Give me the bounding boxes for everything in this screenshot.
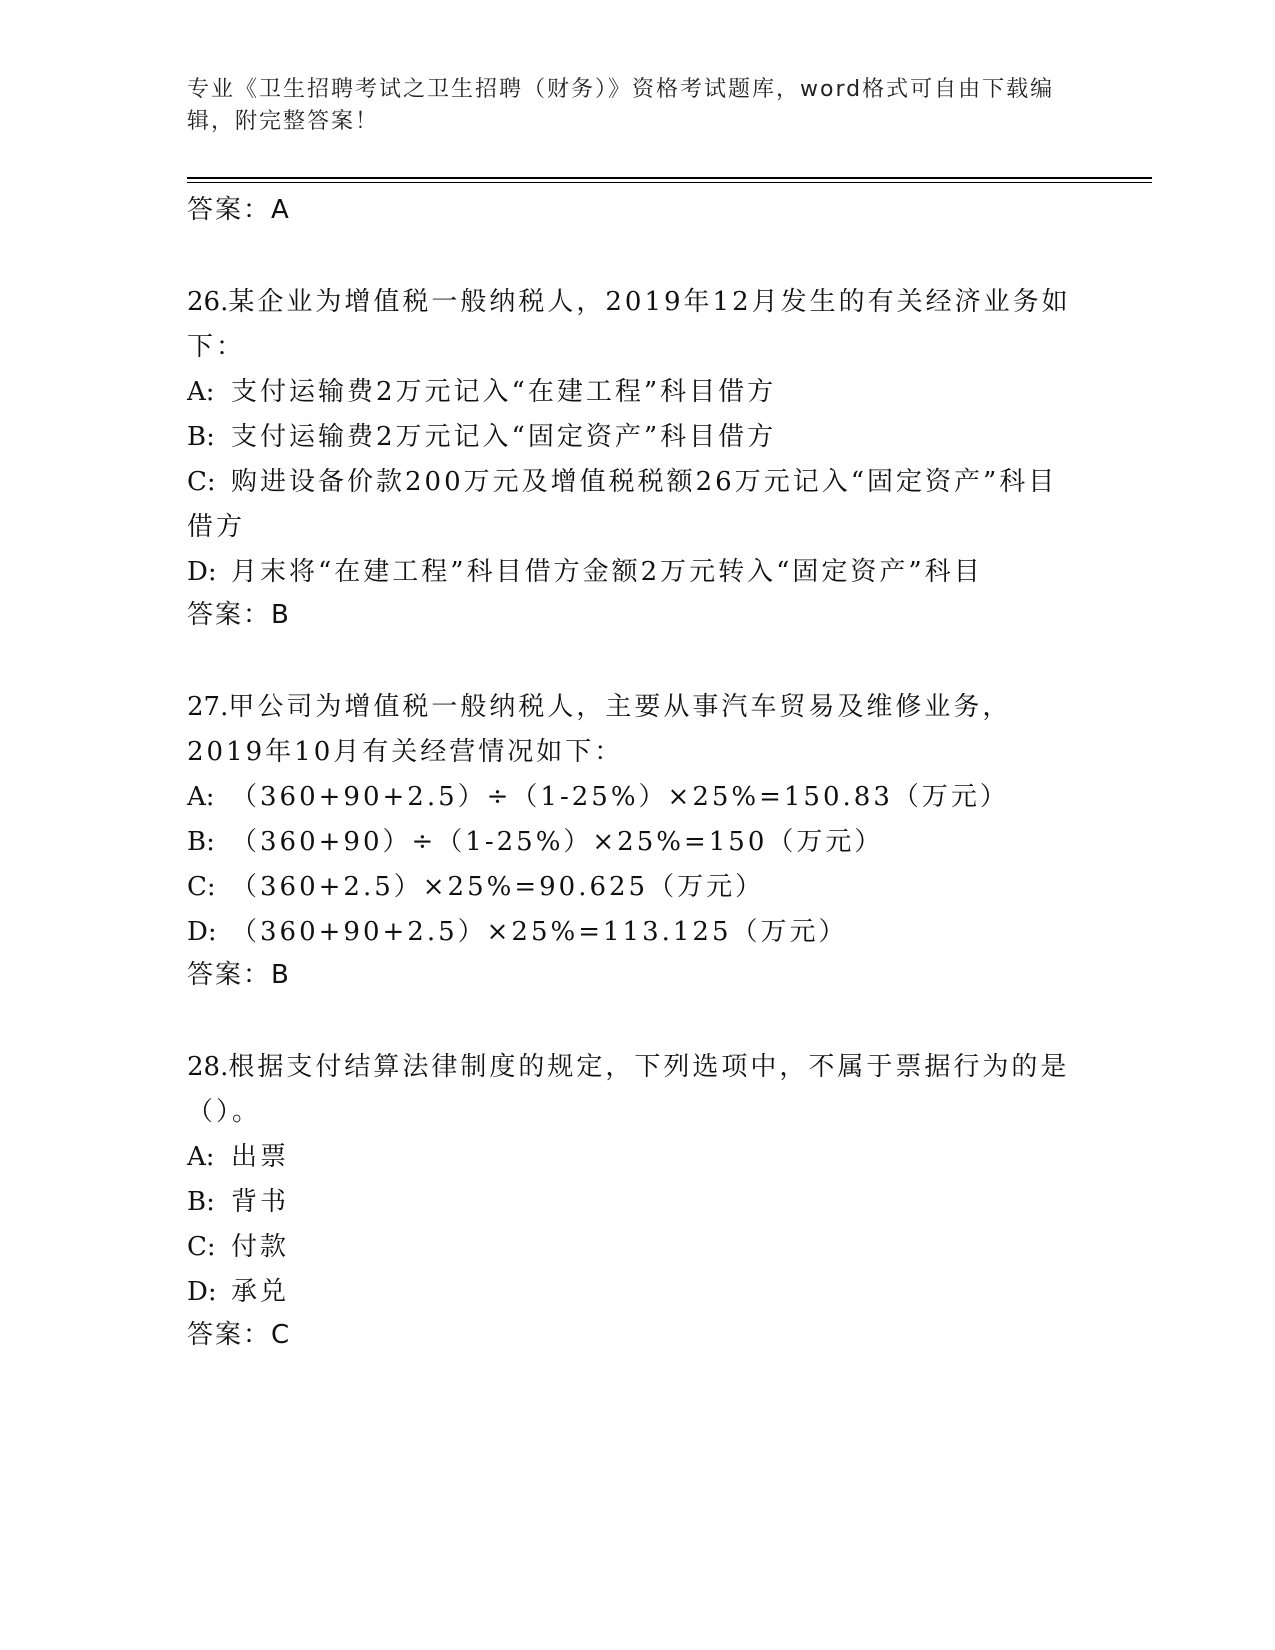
question-26 [187,280,1077,635]
option-c [187,1225,1077,1270]
option-key: C: [187,467,216,497]
option-text: 承兑 [231,1277,290,1307]
question-text [187,1045,1077,1135]
document-content [187,190,1077,1355]
header-rule-thin [187,182,1152,183]
option-key: D: [187,1277,217,1307]
answer-line [187,190,1077,230]
option-key: D: [187,557,217,587]
answer-label: 答案： [187,960,272,990]
option-text: （360+90+2.5）×25%=113.125（万元） [231,917,848,947]
option-d [187,1270,1077,1315]
answer-line [187,595,1077,635]
question-body: 根据支付结算法律制度的规定，下列选项中，不属于票据行为的是（）。 [187,1052,1070,1127]
option-key: C: [187,872,216,902]
option-key: B: [187,1187,215,1217]
option-a [187,775,1077,820]
answer-value: B [271,600,291,630]
option-key: B: [187,422,215,452]
answer-line [187,1315,1077,1355]
question-body: 某企业为增值税一般纳税人，2019年12月发生的有关经济业务如下： [187,287,1071,362]
document-header: 专业《卫生招聘考试之卫生招聘（财务）》资格考试题库，word格式可自由下载编辑，附完整答案！ [187,77,1055,134]
option-b [187,415,1077,460]
option-text: 出票 [231,1142,290,1172]
question-number: 26. [187,287,229,317]
option-d [187,910,1077,955]
option-text: 背书 [231,1187,290,1217]
option-text: （360+90）÷（1-25%）×25%=150（万元） [231,827,884,857]
question-body: 甲公司为增值税一般纳税人，主要从事汽车贸易及维修业务，2019年10月有关经营情况如下： [187,692,1012,767]
option-text: 支付运输费2万元记入“固定资产”科目借方 [231,422,777,452]
option-text: 支付运输费2万元记入“在建工程”科目借方 [231,377,777,407]
option-d [187,550,1077,595]
option-text: （360+2.5）×25%=90.625（万元） [231,872,765,902]
option-key: D: [187,917,217,947]
option-key: A: [187,1142,215,1172]
answer-label: 答案： [187,1320,272,1350]
option-text: 购进设备价款200万元及增值税税额26万元记入“固定资产”科目借方 [187,467,1058,542]
answer-value: A [271,195,291,225]
header-rule-thick [187,177,1152,179]
answer-label: 答案： [187,195,272,225]
question-number: 27. [187,692,229,722]
question-28 [187,1045,1077,1355]
option-c [187,865,1077,910]
option-a [187,370,1077,415]
option-key: A: [187,782,215,812]
option-text: 付款 [231,1232,290,1262]
option-key: B: [187,827,215,857]
answer-label: 答案： [187,600,272,630]
option-b [187,820,1077,865]
answer-value: B [271,960,291,990]
option-key: C: [187,1232,216,1262]
answer-value: C [271,1320,292,1350]
option-c [187,460,1077,550]
answer-line [187,955,1077,995]
question-text [187,280,1077,370]
question-27 [187,685,1077,995]
option-a [187,1135,1077,1180]
question-text [187,685,1077,775]
option-b [187,1180,1077,1225]
option-text: 月末将“在建工程”科目借方金额2万元转入“固定资产”科目 [231,557,983,587]
question-number: 28. [187,1052,229,1082]
option-key: A: [187,377,215,407]
option-text: （360+90+2.5）÷（1-25%）×25%=150.83（万元） [231,782,1009,812]
